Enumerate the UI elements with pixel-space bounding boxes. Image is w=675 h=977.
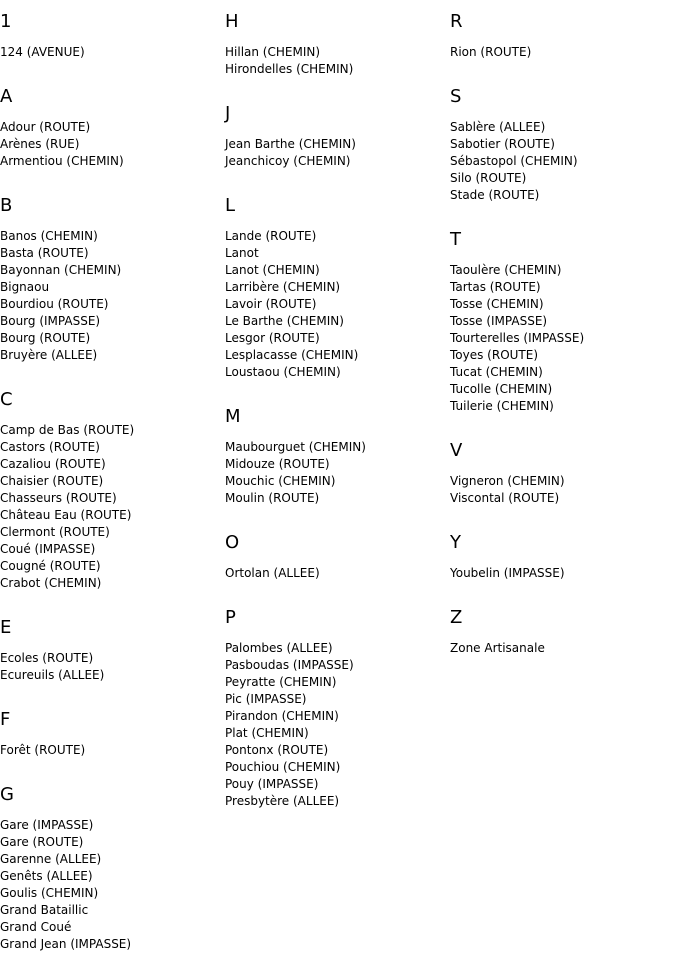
street-index-column bbox=[0, 10, 220, 977]
street-list bbox=[0, 422, 220, 592]
street-link[interactable]: Bourg (IMPASSE) bbox=[0, 314, 101, 328]
letter-section bbox=[0, 783, 220, 953]
street-link[interactable]: Adour (ROUTE) bbox=[0, 120, 91, 134]
street-link[interactable]: Larribère (CHEMIN) bbox=[225, 280, 341, 294]
street-link[interactable]: Mouchic (CHEMIN) bbox=[225, 474, 336, 488]
letter-heading: V bbox=[450, 440, 463, 461]
letter-heading: Z bbox=[450, 607, 463, 628]
street-link[interactable]: Château Eau (ROUTE) bbox=[0, 508, 132, 522]
street-link[interactable]: Peyratte (CHEMIN) bbox=[225, 675, 337, 689]
letter-section bbox=[450, 606, 670, 657]
street-list bbox=[0, 44, 220, 61]
street-link[interactable]: Lesplacasse (CHEMIN) bbox=[225, 348, 359, 362]
street-link[interactable]: Pic (IMPASSE) bbox=[225, 692, 307, 706]
letter-section bbox=[0, 388, 220, 592]
street-link[interactable]: Hirondelles (CHEMIN) bbox=[225, 62, 354, 76]
street-list bbox=[450, 473, 670, 507]
street-link[interactable]: Garenne (ALLEE) bbox=[0, 852, 102, 866]
street-link[interactable]: Silo (ROUTE) bbox=[450, 171, 527, 185]
street-link[interactable]: Cazaliou (ROUTE) bbox=[0, 457, 106, 471]
street-link[interactable]: Pasboudas (IMPASSE) bbox=[225, 658, 354, 672]
street-list bbox=[450, 262, 670, 415]
street-link[interactable]: Lanot bbox=[225, 246, 259, 260]
letter-section bbox=[0, 616, 220, 684]
street-link[interactable]: Ecoles (ROUTE) bbox=[0, 651, 94, 665]
street-link[interactable]: Tucolle (CHEMIN) bbox=[450, 382, 553, 396]
street-link[interactable]: Bourdiou (ROUTE) bbox=[0, 297, 109, 311]
letter-heading: M bbox=[225, 406, 241, 427]
street-link[interactable]: Le Barthe (CHEMIN) bbox=[225, 314, 344, 328]
street-link[interactable]: Tourterelles (IMPASSE) bbox=[450, 331, 585, 345]
letter-heading: Y bbox=[450, 532, 461, 553]
street-link[interactable]: Pouy (IMPASSE) bbox=[225, 777, 319, 791]
street-link[interactable]: Tuilerie (CHEMIN) bbox=[450, 399, 554, 413]
letter-heading: G bbox=[0, 784, 14, 805]
street-link[interactable]: Jeanchicoy (CHEMIN) bbox=[225, 154, 351, 168]
street-link[interactable]: Viscontal (ROUTE) bbox=[450, 491, 560, 505]
street-index-column bbox=[450, 10, 670, 681]
letter-heading: J bbox=[225, 103, 231, 124]
street-link[interactable]: Midouze (ROUTE) bbox=[225, 457, 330, 471]
street-link[interactable]: Sébastopol (CHEMIN) bbox=[450, 154, 578, 168]
street-link[interactable]: Pontonx (ROUTE) bbox=[225, 743, 329, 757]
street-list bbox=[0, 650, 220, 684]
street-link[interactable]: Lanot (CHEMIN) bbox=[225, 263, 320, 277]
street-link[interactable]: Genêts (ALLEE) bbox=[0, 869, 93, 883]
street-link[interactable]: Grand Bataillic bbox=[0, 903, 89, 917]
street-list bbox=[450, 640, 670, 657]
street-link[interactable]: Pouchiou (CHEMIN) bbox=[225, 760, 341, 774]
street-link[interactable]: Ecureuils (ALLEE) bbox=[0, 668, 105, 682]
street-list bbox=[450, 565, 670, 582]
letter-heading: B bbox=[0, 195, 13, 216]
street-link[interactable]: Lavoir (ROUTE) bbox=[225, 297, 317, 311]
street-link[interactable]: Palombes (ALLEE) bbox=[225, 641, 333, 655]
street-link[interactable]: Rion (ROUTE) bbox=[450, 45, 532, 59]
street-link[interactable]: Moulin (ROUTE) bbox=[225, 491, 320, 505]
street-link[interactable]: Loustaou (CHEMIN) bbox=[225, 365, 341, 379]
street-list bbox=[0, 228, 220, 364]
letter-section bbox=[450, 85, 670, 204]
street-link[interactable]: Arènes (RUE) bbox=[0, 137, 80, 151]
street-link[interactable]: Ortolan (ALLEE) bbox=[225, 566, 320, 580]
street-list bbox=[225, 136, 445, 170]
letter-section bbox=[225, 10, 445, 78]
street-list bbox=[225, 439, 445, 507]
street-link[interactable]: Tosse (IMPASSE) bbox=[450, 314, 548, 328]
letter-section bbox=[225, 606, 445, 810]
letter-heading: E bbox=[0, 617, 12, 638]
letter-heading: L bbox=[225, 195, 236, 216]
letter-section bbox=[225, 405, 445, 507]
street-link[interactable]: Vigneron (CHEMIN) bbox=[450, 474, 565, 488]
letter-heading: A bbox=[0, 86, 13, 107]
letter-section bbox=[450, 228, 670, 415]
street-link[interactable]: Lesgor (ROUTE) bbox=[225, 331, 320, 345]
street-link[interactable]: Bayonnan (CHEMIN) bbox=[0, 263, 122, 277]
street-link[interactable]: Grand Coué bbox=[0, 920, 72, 934]
street-list bbox=[450, 119, 670, 204]
street-list bbox=[225, 640, 445, 810]
street-link[interactable]: 124 (AVENUE) bbox=[0, 45, 85, 59]
street-list bbox=[225, 228, 445, 381]
letter-heading: T bbox=[450, 229, 461, 250]
street-link[interactable]: Maubourguet (CHEMIN) bbox=[225, 440, 366, 454]
letter-heading: O bbox=[225, 532, 240, 553]
letter-section bbox=[225, 531, 445, 582]
street-link[interactable]: Tosse (CHEMIN) bbox=[450, 297, 544, 311]
street-list bbox=[225, 44, 445, 78]
street-link[interactable]: Bruyère (ALLEE) bbox=[0, 348, 98, 362]
letter-section bbox=[225, 194, 445, 381]
street-link[interactable]: Tucat (CHEMIN) bbox=[450, 365, 543, 379]
street-list bbox=[0, 742, 220, 759]
street-link[interactable]: Clermont (ROUTE) bbox=[0, 525, 110, 539]
street-link[interactable]: Bignaou bbox=[0, 280, 50, 294]
street-link[interactable]: Camp de Bas (ROUTE) bbox=[0, 423, 135, 437]
street-link[interactable]: Tartas (ROUTE) bbox=[450, 280, 541, 294]
letter-section bbox=[0, 194, 220, 364]
street-index-column bbox=[225, 10, 445, 834]
street-link[interactable]: Castors (ROUTE) bbox=[0, 440, 100, 454]
street-link[interactable]: Taoulère (CHEMIN) bbox=[450, 263, 562, 277]
street-link[interactable]: Gare (IMPASSE) bbox=[0, 818, 94, 832]
street-link[interactable]: Sablère (ALLEE) bbox=[450, 120, 546, 134]
street-link[interactable]: Lande (ROUTE) bbox=[225, 229, 317, 243]
street-link[interactable]: Presbytère (ALLEE) bbox=[225, 794, 340, 808]
street-link[interactable]: Hillan (CHEMIN) bbox=[225, 45, 321, 59]
street-link[interactable]: Coué (IMPASSE) bbox=[0, 542, 96, 556]
letter-section bbox=[0, 10, 220, 61]
letter-section bbox=[0, 708, 220, 759]
street-link[interactable]: Plat (CHEMIN) bbox=[225, 726, 309, 740]
street-link[interactable]: Gare (ROUTE) bbox=[0, 835, 84, 849]
street-link[interactable]: Sabotier (ROUTE) bbox=[450, 137, 555, 151]
street-link[interactable]: Zone Artisanale bbox=[450, 641, 545, 655]
street-link[interactable]: Forêt (ROUTE) bbox=[0, 743, 86, 757]
street-link[interactable]: Armentiou (CHEMIN) bbox=[0, 154, 124, 168]
street-link[interactable]: Crabot (CHEMIN) bbox=[0, 576, 102, 590]
street-link[interactable]: Banos (CHEMIN) bbox=[0, 229, 98, 243]
letter-section bbox=[225, 102, 445, 170]
street-list bbox=[450, 44, 670, 61]
street-link[interactable]: Chaisier (ROUTE) bbox=[0, 474, 104, 488]
street-link[interactable]: Toyes (ROUTE) bbox=[450, 348, 539, 362]
letter-heading: 1 bbox=[0, 11, 12, 32]
letter-section bbox=[450, 531, 670, 582]
letter-section bbox=[450, 439, 670, 507]
street-link[interactable]: Grand Jean (IMPASSE) bbox=[0, 937, 132, 951]
street-link[interactable]: Pirandon (CHEMIN) bbox=[225, 709, 339, 723]
letter-heading: R bbox=[450, 11, 463, 32]
street-link[interactable]: Cougné (ROUTE) bbox=[0, 559, 101, 573]
street-list bbox=[0, 817, 220, 953]
letter-heading: F bbox=[0, 709, 11, 730]
letter-heading: S bbox=[450, 86, 462, 107]
street-link[interactable]: Stade (ROUTE) bbox=[450, 188, 540, 202]
letter-section bbox=[0, 85, 220, 170]
letter-section bbox=[450, 10, 670, 61]
letter-heading: P bbox=[225, 607, 236, 628]
street-link[interactable]: Bourg (ROUTE) bbox=[0, 331, 91, 345]
street-link[interactable]: Chasseurs (ROUTE) bbox=[0, 491, 117, 505]
street-list bbox=[225, 565, 445, 582]
street-link[interactable]: Goulis (CHEMIN) bbox=[0, 886, 99, 900]
street-link[interactable]: Youbelin (IMPASSE) bbox=[450, 566, 565, 580]
street-link[interactable]: Basta (ROUTE) bbox=[0, 246, 89, 260]
letter-heading: H bbox=[225, 11, 239, 32]
street-link[interactable]: Jean Barthe (CHEMIN) bbox=[225, 137, 356, 151]
letter-heading: C bbox=[0, 389, 13, 410]
street-list bbox=[0, 119, 220, 170]
